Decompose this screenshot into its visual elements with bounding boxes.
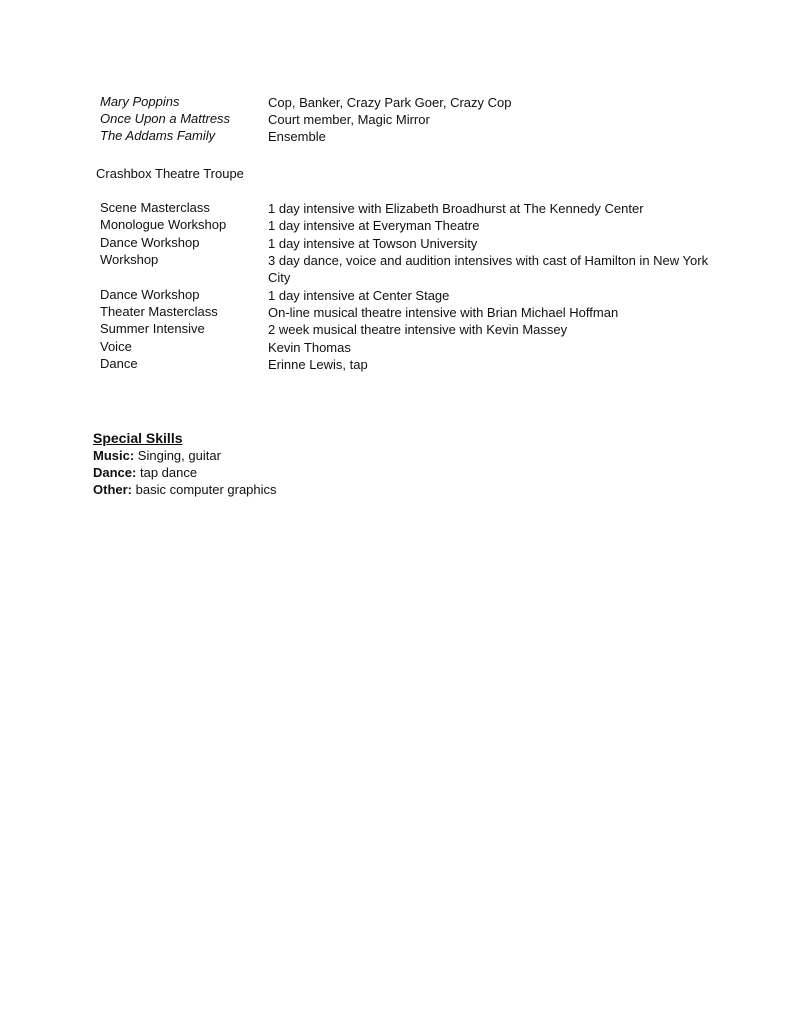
special-skills-heading: Special Skills (93, 430, 183, 446)
training-row (100, 304, 740, 321)
skill-label: Dance: (93, 465, 137, 480)
training-type: Workshop (100, 252, 159, 267)
training-row (100, 200, 740, 217)
show-row (100, 94, 740, 111)
skill-music (93, 448, 221, 463)
training-detail: Erinne Lewis, tap (268, 357, 368, 372)
skill-value: Singing, guitar (137, 448, 221, 463)
show-row (100, 128, 740, 145)
troupe-name: Crashbox Theatre Troupe (96, 166, 244, 181)
training-detail: 1 day intensive at Center Stage (268, 288, 450, 303)
skill-label: Other: (93, 482, 132, 497)
show-title: Once Upon a Mattress (100, 111, 231, 126)
skill-label: Music: (93, 448, 135, 463)
skill-value: basic computer graphics (135, 482, 277, 497)
show-row (100, 111, 740, 128)
show-roles: Court member, Magic Mirror (268, 112, 430, 127)
training-type: Monologue Workshop (100, 217, 227, 232)
show-title: Mary Poppins (100, 94, 180, 109)
skill-dance (93, 465, 197, 480)
training-detail: 1 day intensive at Towson University (268, 236, 478, 251)
show-title: The Addams Family (100, 128, 216, 143)
training-row (100, 287, 740, 304)
training-detail: 3 day dance, voice and audition intensives with cast of Hamilton in New York City (268, 253, 709, 285)
training-type: Dance (100, 356, 138, 371)
training-row (100, 235, 740, 252)
show-roles: Ensemble (268, 129, 326, 144)
skill-other (93, 482, 277, 497)
training-row (100, 252, 740, 286)
training-row (100, 321, 740, 338)
training-detail: Kevin Thomas (268, 340, 351, 355)
training-type: Summer Intensive (100, 321, 205, 336)
training-type: Scene Masterclass (100, 200, 210, 215)
training-detail: On-line musical theatre intensive with Brian Michael Hoffman (268, 305, 619, 320)
training-type: Theater Masterclass (100, 304, 218, 319)
training-row (100, 356, 740, 373)
training-type: Dance Workshop (100, 287, 200, 302)
show-roles: Cop, Banker, Crazy Park Goer, Crazy Cop (268, 95, 512, 110)
training-detail: 1 day intensive with Elizabeth Broadhurst at The Kennedy Center (268, 201, 644, 216)
training-detail: 1 day intensive at Everyman Theatre (268, 218, 480, 233)
training-type: Voice (100, 339, 132, 354)
training-type: Dance Workshop (100, 235, 200, 250)
training-detail: 2 week musical theatre intensive with Kevin Massey (268, 322, 568, 337)
skill-value: tap dance (139, 465, 198, 480)
training-row (100, 217, 740, 234)
training-row (100, 339, 740, 356)
